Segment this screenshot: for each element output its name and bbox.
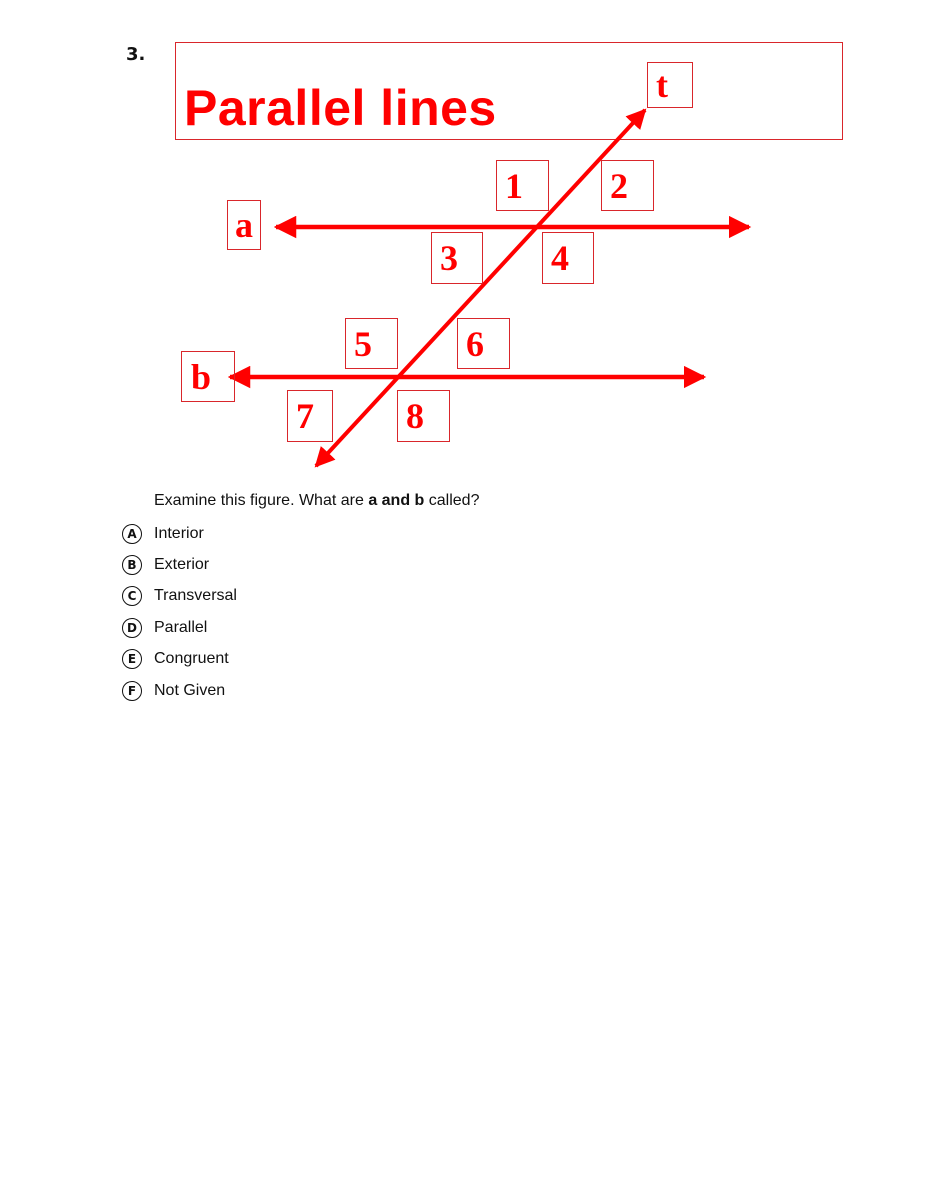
prompt-bold: a and b (368, 492, 425, 509)
option-b[interactable] (122, 549, 237, 580)
option-a[interactable] (122, 518, 237, 549)
angle-label-1: 1 (496, 160, 549, 211)
option-text: Interior (154, 524, 204, 542)
angle-label-3: 3 (431, 232, 483, 284)
option-c[interactable] (122, 581, 237, 612)
answer-options (122, 518, 237, 706)
option-text: Transversal (154, 587, 237, 605)
option-e[interactable] (122, 644, 237, 675)
option-letter-circle[interactable]: E (122, 649, 142, 669)
option-text: Not Given (154, 681, 226, 699)
option-letter-circle[interactable]: B (122, 555, 142, 575)
prompt-suffix: called? (424, 492, 480, 509)
option-letter-circle[interactable]: A (122, 524, 142, 544)
angle-label-6: 6 (457, 318, 510, 369)
option-letter-circle[interactable]: F (122, 681, 142, 701)
option-d[interactable] (122, 612, 237, 643)
option-text: Congruent (154, 650, 229, 668)
angle-label-5: 5 (345, 318, 398, 369)
angle-label-8: 8 (397, 390, 450, 442)
option-text: Parallel (154, 618, 208, 636)
angle-label-4: 4 (542, 232, 594, 284)
option-f[interactable] (122, 675, 237, 706)
transversal-t (316, 110, 645, 466)
angle-label-2: 2 (601, 160, 654, 211)
angle-label-7: 7 (287, 390, 333, 442)
prompt-prefix: Examine this figure. What are (154, 492, 369, 509)
question-prompt (154, 492, 479, 510)
label-a: a (227, 200, 261, 250)
figure-title: Parallel lines (184, 80, 497, 136)
label-b: b (181, 351, 235, 402)
option-text: Exterior (154, 556, 210, 574)
question-number: 3. (126, 44, 146, 65)
option-letter-circle[interactable]: D (122, 618, 142, 638)
label-t: t (647, 62, 693, 108)
option-letter-circle[interactable]: C (122, 586, 142, 606)
parallel-lines-figure (0, 0, 926, 480)
